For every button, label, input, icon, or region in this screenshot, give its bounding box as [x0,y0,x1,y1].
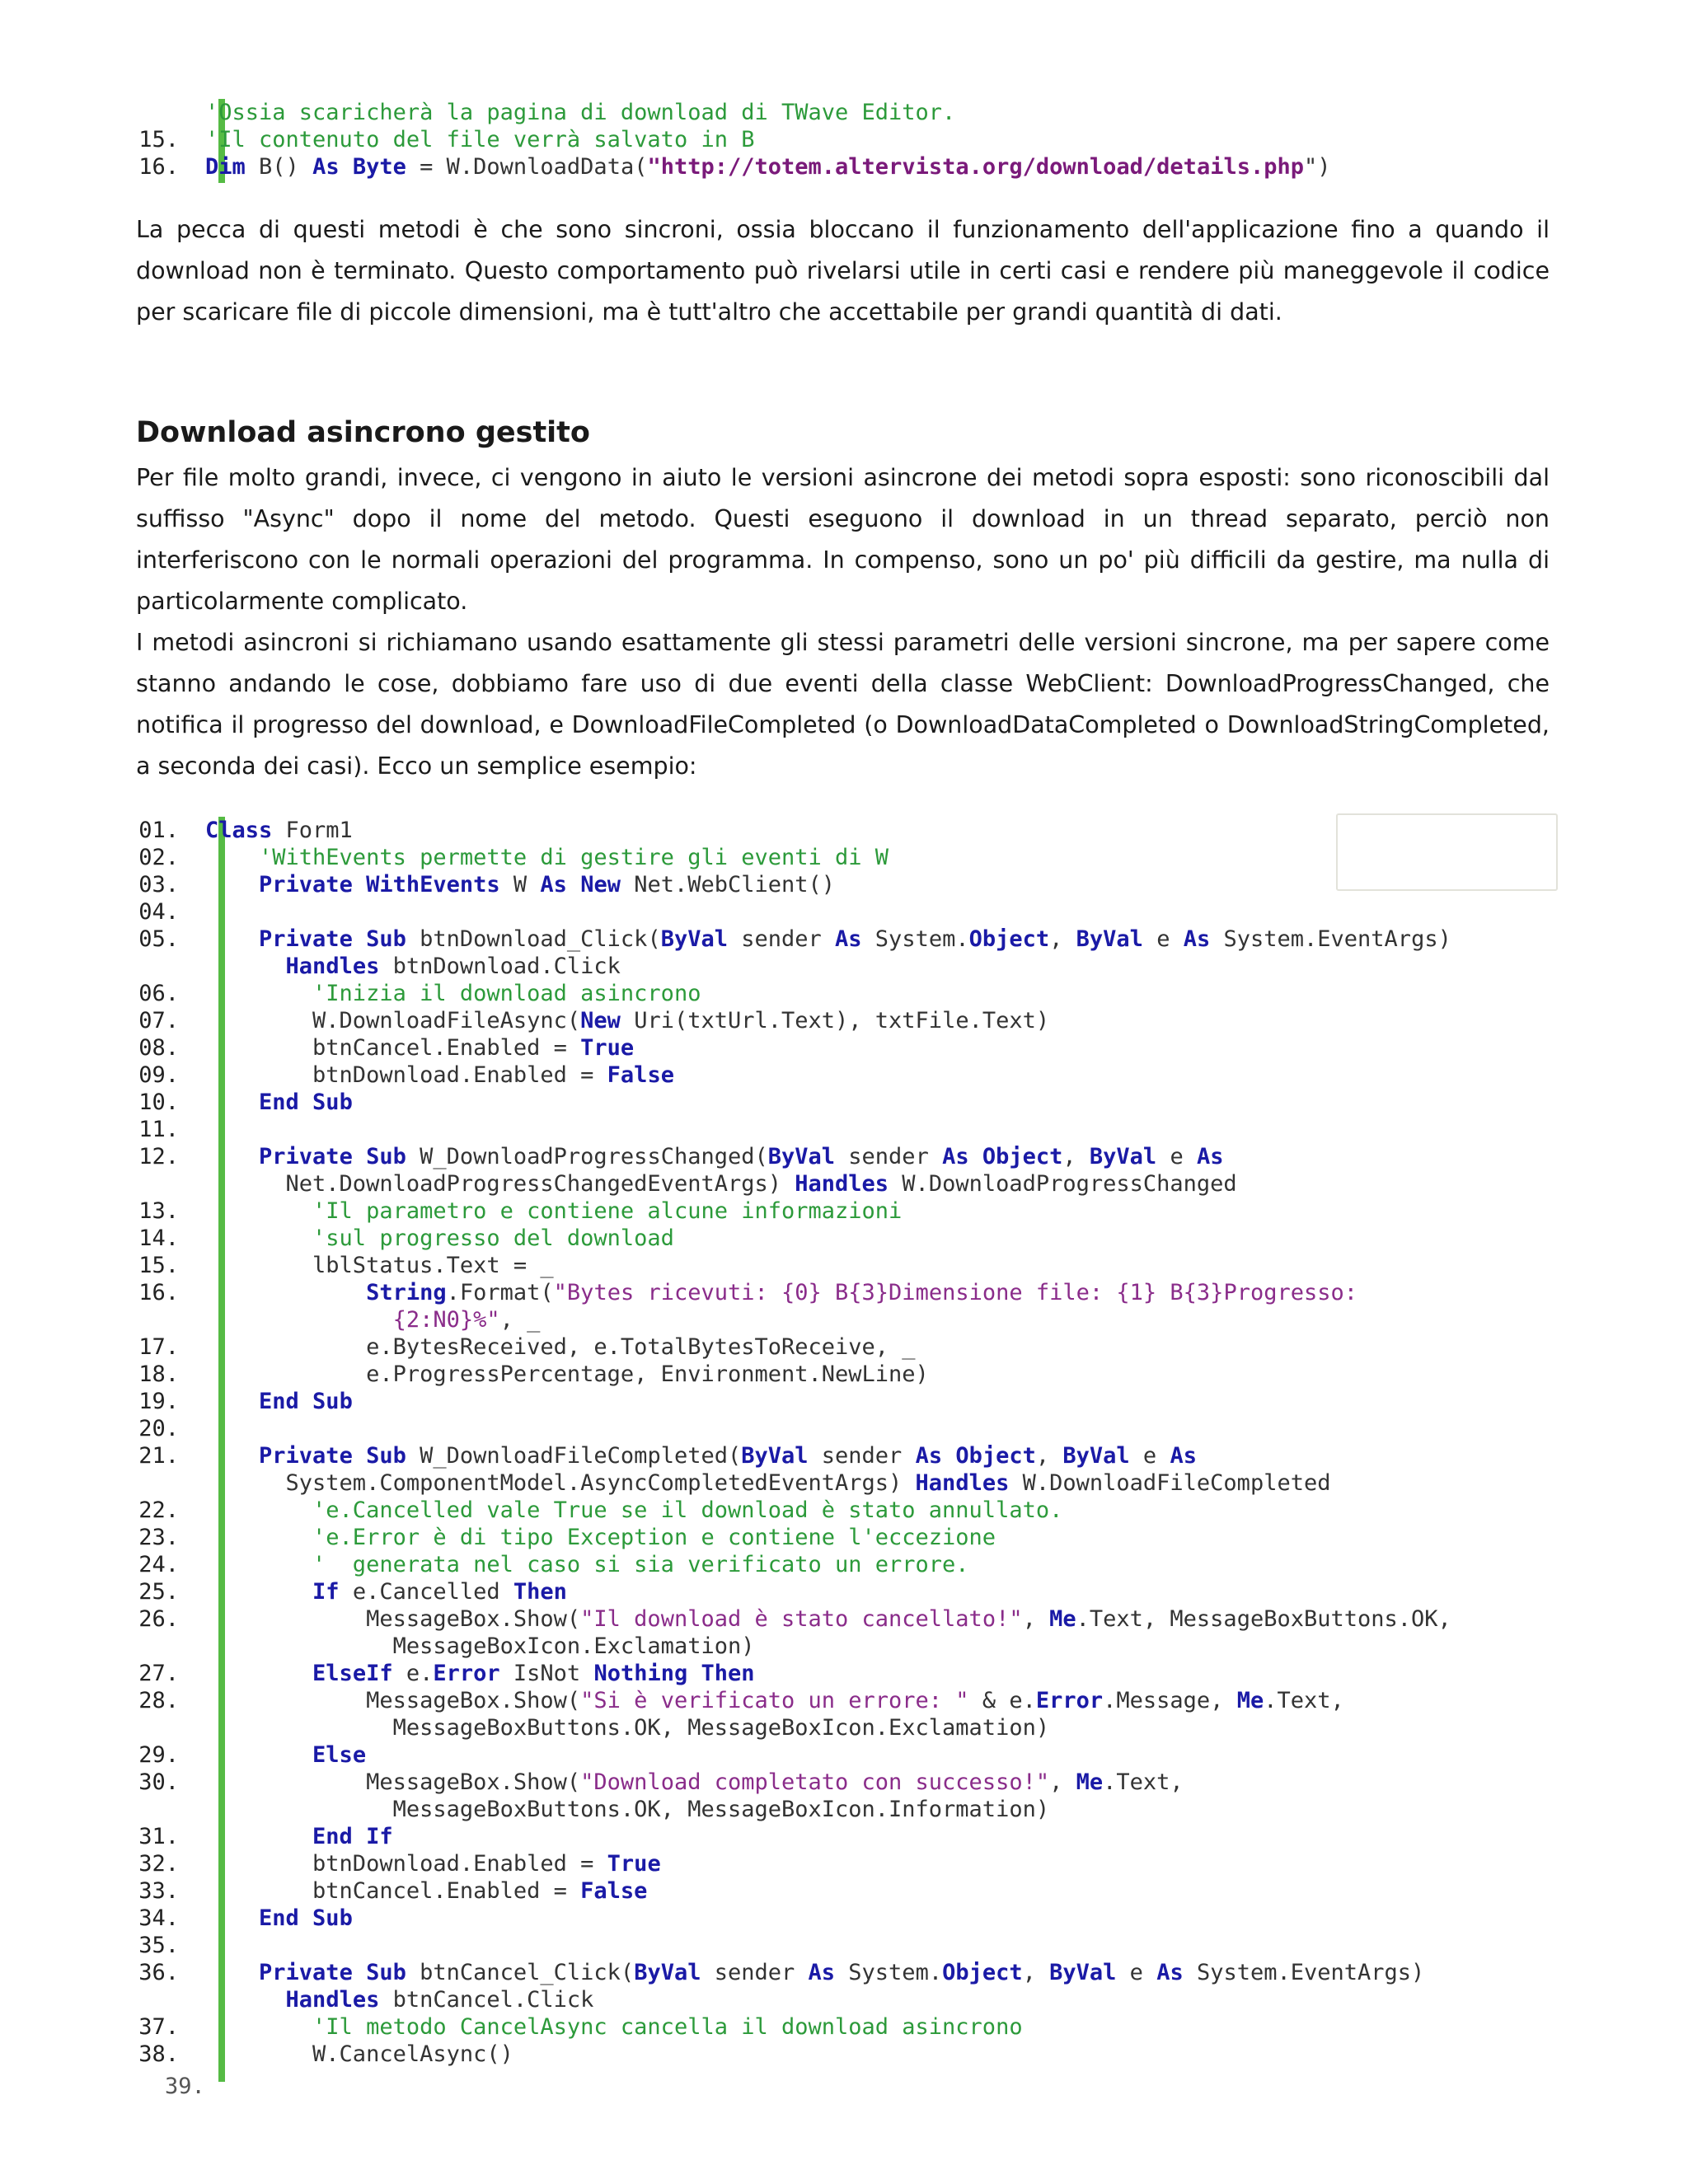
code-line [103,980,701,1007]
code-keyword: Object [968,926,1050,952]
code-line [103,871,836,898]
line-number: 19. [138,1389,179,1414]
line-number [103,99,179,126]
code-text [205,1633,754,1660]
code-text [205,1007,1049,1034]
line-number: 11. [138,1117,179,1142]
code-text [205,1225,674,1252]
code-string: "http://totem.altervista.org/download/details.php [647,154,1304,180]
code-text [205,1823,393,1850]
code-keyword: As New [540,872,621,898]
code-text [205,126,754,153]
code-token: btnCancel.Enabled = [205,1878,581,1904]
code-keyword: As Object [942,1144,1063,1169]
code-keyword: Handles [285,1987,380,2013]
code-line [103,1442,1197,1469]
code-line [103,898,179,926]
code-text [205,1170,1237,1197]
code-token [205,1960,259,1985]
code-keyword: Error [1035,1688,1104,1713]
code-token: sender [835,1144,943,1169]
code-text [205,1442,1197,1469]
code-text [205,1714,1049,1741]
section-heading: Download asincrono gestito [136,416,590,449]
code-token: e [1142,926,1184,952]
code-comment: 'e.Error è di tipo Exception e contiene l'eccezione [205,1525,996,1550]
code-string: {2:N0}%" [205,1307,500,1333]
code-text [205,2013,1023,2041]
paragraph-async-intro: Per file molto grandi, invece, ci vengono in aiuto le versioni asincrone dei metodi sopra esposti: sono riconoscibili dal suffisso "Async" dopo il nome del metodo. Questi eseguono il download in un thread separato, perciò non interferiscono con le normali operazioni del programma. In compenso, sono un po' più difficili da gestire, ma nulla di particolarmente complicato. [136,464,1550,615]
code-token: btnDownload.Enabled = [205,1851,607,1877]
code-token [205,1090,259,1115]
line-number: 33. [138,1878,179,1904]
code-token: e.BytesReceived, e.TotalBytesToReceive, _ [205,1334,916,1360]
code-text [205,1687,1344,1714]
code-token: sender [808,1443,916,1469]
code-token: IsNot [499,1661,594,1686]
code-keyword: Private Sub [259,1443,406,1469]
code-token: & e. [968,1688,1036,1713]
code-keyword: ByVal [660,926,728,952]
code-line [103,1361,929,1388]
code-text [205,153,1331,180]
code-line [103,1034,635,1062]
code-line [103,926,1451,953]
code-line [103,1551,969,1578]
line-number: 25. [138,1579,179,1605]
code-token: e [1156,1144,1197,1169]
code-token [205,1443,259,1469]
code-line [103,1850,661,1877]
code-token: ") [1303,154,1331,180]
code-keyword: Me [1076,1769,1104,1795]
code-token: e.Cancelled [339,1579,513,1605]
code-line [103,1143,1224,1170]
code-keyword: ByVal [767,1144,836,1169]
line-number: 13. [138,1198,179,1224]
code-token: , [1049,926,1076,952]
code-line [103,1932,179,1959]
code-line [103,1605,1451,1633]
line-number: 01. [138,818,179,843]
code-keyword: Else [312,1742,367,1768]
code-comment: 'Il metodo CancelAsync cancella il download asincrono [205,2014,1023,2040]
code-line [103,1333,916,1361]
line-number: 20. [138,1416,179,1441]
code-comment: 'WithEvents permette di gestire gli eventi di W [205,845,889,870]
code-token: W_DownloadProgressChanged( [406,1144,768,1169]
code-line [103,1197,903,1225]
code-text [205,1143,1223,1170]
code-text [205,1497,1062,1524]
code-token [205,1280,366,1305]
code-token: e [1116,1960,1157,1985]
code-keyword: If [312,1579,340,1605]
code-line [103,1905,353,1932]
code-keyword: Nothing Then [593,1661,755,1686]
code-line [103,1388,353,1415]
line-number [103,953,179,980]
code-token: .Text, MessageBoxButtons.OK, [1076,1606,1451,1632]
line-number: 32. [138,1851,179,1877]
code-keyword: End Sub [259,1905,353,1931]
code-line [103,1741,367,1769]
code-keyword: False [580,1878,648,1904]
code-token: e. [392,1661,434,1686]
code-comment: 'Il contenuto del file verrà salvato in B [205,127,755,152]
code-token: System. [861,926,969,952]
line-number: 17. [138,1334,179,1360]
code-keyword: ByVal [1049,1960,1117,1985]
code-token: e [1129,1443,1170,1469]
code-line [103,1279,1357,1306]
code-keyword: ByVal [1089,1144,1157,1169]
code-text [205,953,621,980]
code-token: btnDownload.Click [379,954,621,979]
code-text [205,844,889,871]
code-text [205,1361,929,1388]
code-token: sender [701,1960,809,1985]
code-text [205,871,835,898]
code-line [103,1796,1050,1823]
line-number [103,1796,179,1823]
code-keyword: As [1156,1960,1184,1985]
code-keyword: Me [1049,1606,1076,1632]
code-line [103,2041,513,2068]
code-lines [103,99,1331,180]
code-token [205,1579,312,1605]
line-number: 28. [138,1688,179,1713]
code-comment: 'Il parametro e contiene alcune informazioni [205,1198,903,1224]
line-number [103,1469,179,1497]
code-line [103,1714,1050,1741]
code-token: = W.DownloadData( [406,154,648,180]
code-token: W_DownloadFileCompleted( [406,1443,742,1469]
line-number: 22. [138,1497,179,1523]
code-token: , [1062,1144,1090,1169]
code-token [205,1987,286,2013]
code-text [205,1769,1184,1796]
line-number: 09. [138,1062,179,1088]
paragraph-async-events: I metodi asincroni si richiamano usando esattamente gli stessi parametri delle versioni sincrone, ma per sapere come stanno andando le cose, dobbiamo fare uso di due eventi della classe WebClient: DownloadProgressChanged, che notifica il progresso del download, e DownloadFileCompleted (o DownloadDataCompleted o DownloadStringCompleted, a seconda dei casi). Ecco un semplice esempio: [136,629,1550,780]
code-token: System.ComponentModel.AsyncCompletedEventArgs) [205,1470,916,1496]
code-token: , [1049,1769,1076,1795]
code-line [103,1877,648,1905]
code-token: B() [245,154,313,180]
code-token: W.DownloadFileAsync( [205,1008,581,1033]
code-keyword: True [607,1851,661,1877]
code-token: btnDownload_Click( [406,926,661,952]
code-token [205,1661,312,1686]
code-line [103,1986,594,2013]
line-number: 23. [138,1525,179,1550]
code-line [103,1687,1344,1714]
line-number: 14. [138,1226,179,1251]
line-number: 16. [138,154,179,180]
code-line [103,1823,393,1850]
code-keyword: As [835,926,862,952]
code-token [205,872,259,898]
code-keyword: End Sub [259,1090,353,1115]
line-number: 27. [138,1661,179,1686]
line-number: 36. [138,1960,179,1985]
line-number: 06. [138,981,179,1006]
code-text [205,980,701,1007]
code-keyword: String [366,1280,447,1305]
code-comment: 'sul progresso del download [205,1226,674,1251]
line-number [103,1986,179,2013]
code-keyword: As [1170,1443,1197,1469]
line-number: 18. [138,1361,179,1387]
code-text [205,1796,1049,1823]
code-text [205,1850,661,1877]
code-string: "Si è verificato un errore: " [580,1688,969,1713]
cutoff-line-number: 39. [165,2074,205,2099]
code-line [103,2013,1023,2041]
code-comment: 'Inizia il download asincrono [205,981,701,1006]
code-comment: ' generata nel caso si sia verificato un errore. [205,1552,969,1577]
code-line [103,126,755,153]
code-token: MessageBox.Show( [205,1769,581,1795]
line-number [103,1170,179,1197]
code-line [103,1062,674,1089]
code-token: btnCancel.Click [379,1987,594,2013]
code-text [205,2041,513,2068]
code-keyword: New [580,1008,621,1033]
code-text [205,1333,916,1361]
code-line [103,1469,1331,1497]
line-number: 29. [138,1742,179,1768]
code-keyword: End Sub [259,1389,353,1414]
code-token: .Text, [1103,1769,1184,1795]
code-keyword: As [1183,926,1211,952]
code-token: btnCancel.Enabled = [205,1035,581,1061]
code-token: , [1035,1443,1063,1469]
code-string: "Bytes ricevuti: {0} B{3}Dimensione file: {1} B{3}Progresso: [553,1280,1357,1305]
code-block-top [136,99,1554,183]
code-line [103,1089,353,1116]
line-number: 03. [138,872,179,898]
line-number: 12. [138,1144,179,1169]
line-number: 05. [138,926,179,952]
code-line [103,1959,1425,1986]
code-token: , [1022,1960,1050,1985]
code-line [103,953,621,980]
line-number: 30. [138,1769,179,1795]
line-number: 04. [138,899,179,925]
code-line [103,1170,1237,1197]
line-number [103,1714,179,1741]
code-token [205,1144,259,1169]
code-keyword: Private Sub [259,1144,406,1169]
code-token: MessageBox.Show( [205,1688,581,1713]
line-number: 26. [138,1606,179,1632]
code-token: MessageBoxButtons.OK, MessageBoxIcon.Information) [205,1797,1050,1822]
line-number [103,1633,179,1660]
line-number: 37. [138,2014,179,2040]
code-text [205,1524,996,1551]
code-text [205,1877,647,1905]
code-text [205,1959,1424,1986]
code-token: , _ [499,1307,541,1333]
code-keyword: Me [1236,1688,1264,1713]
code-comment: 'Ossia scaricherà la pagina di download di TWave Editor. [205,100,956,125]
code-line [103,1524,996,1551]
code-token [205,1824,312,1849]
line-number: 16. [138,1280,179,1305]
code-keyword: As [808,1960,836,1985]
code-token: MessageBoxIcon.Exclamation) [205,1633,755,1659]
code-keyword: Private Sub [259,1960,406,1985]
code-line [103,99,956,126]
code-text [205,1252,554,1279]
code-text [205,926,1451,953]
code-text [205,1741,366,1769]
code-keyword: ByVal [634,1960,701,1985]
code-token: W.DownloadProgressChanged [889,1171,1237,1197]
code-text [205,1388,353,1415]
code-token [205,954,286,979]
code-token: MessageBox.Show( [205,1606,581,1632]
code-keyword: Class [205,818,273,843]
code-token: .Text, [1264,1688,1344,1713]
code-keyword: As Object [915,1443,1036,1469]
code-line [103,1252,554,1279]
code-token: Uri(txtUrl.Text), txtFile.Text) [620,1008,1050,1033]
code-token: .Message, [1103,1688,1237,1713]
code-line [103,1306,541,1333]
code-line [103,153,1331,180]
line-number: 02. [138,845,179,870]
code-keyword: Error [433,1661,500,1686]
code-keyword: As [1196,1144,1224,1169]
line-number: 08. [138,1035,179,1061]
code-text [205,99,955,126]
code-keyword: As Byte [312,154,406,180]
code-line [103,1769,1184,1796]
code-text [205,1306,540,1333]
code-keyword: End If [312,1824,393,1849]
code-string: "Download completato con successo!" [580,1769,1050,1795]
code-text [205,1469,1330,1497]
code-token: e.ProgressPercentage, Environment.NewLine) [205,1361,929,1387]
code-token: Net.DownloadProgressChangedEventArgs) [205,1171,795,1197]
code-token: , [1022,1606,1050,1632]
code-keyword: Dim [205,154,246,180]
code-text [205,1279,1357,1306]
line-number: 21. [138,1443,179,1469]
code-token: Net.WebClient() [620,872,836,898]
code-token: System.EventArgs) [1183,1960,1425,1985]
line-number: 24. [138,1552,179,1577]
code-line [103,1660,755,1687]
code-text [205,1660,755,1687]
code-text [205,1062,674,1089]
code-token [205,926,259,952]
line-number: 35. [138,1933,179,1958]
code-token: W.DownloadFileCompleted [1009,1470,1331,1496]
code-keyword: Private Sub [259,926,406,952]
code-keyword: True [580,1035,635,1061]
code-text [205,817,353,844]
code-line [103,844,889,871]
code-token: sender [727,926,836,952]
code-line [103,1578,567,1605]
code-line [103,1497,1063,1524]
code-keyword: False [607,1062,674,1088]
code-text [205,1986,593,2013]
code-keyword: ByVal [741,1443,809,1469]
code-text [205,1089,353,1116]
code-token: W.CancelAsync() [205,2041,513,2067]
code-keyword: Object [942,1960,1023,1985]
code-keyword: ByVal [1076,926,1143,952]
code-line [103,1007,1050,1034]
code-token [205,1742,312,1768]
code-token: btnDownload.Enabled = [205,1062,607,1088]
code-text [205,1905,353,1932]
code-token [205,1389,259,1414]
code-line [103,1633,755,1660]
code-token: Form1 [272,818,353,843]
code-lines [103,817,1451,2068]
line-number: 31. [138,1824,179,1849]
code-line [103,1415,179,1442]
code-token: btnCancel_Click( [406,1960,635,1985]
code-keyword: Then [513,1579,567,1605]
line-number: 38. [138,2041,179,2067]
code-token: lblStatus.Text = _ [205,1253,554,1278]
code-token [205,1905,259,1931]
code-text [205,1578,567,1605]
code-line [103,1225,674,1252]
code-keyword: Handles [285,954,380,979]
code-token: W [499,872,541,898]
code-string: "Il download è stato cancellato!" [580,1606,1023,1632]
code-keyword: ElseIf [312,1661,393,1686]
code-keyword: ByVal [1062,1443,1130,1469]
code-keyword: Handles [915,1470,1010,1496]
line-number: 07. [138,1008,179,1033]
code-token: System.EventArgs) [1210,926,1451,952]
code-token: System. [835,1960,943,1985]
code-keyword: Handles [795,1171,889,1197]
line-number: 34. [138,1905,179,1931]
code-token: .Format( [446,1280,554,1305]
code-text [205,1197,902,1225]
line-number: 15. [138,1253,179,1278]
code-token: MessageBoxButtons.OK, MessageBoxIcon.Exclamation) [205,1715,1050,1741]
code-keyword: Private WithEvents [259,872,500,898]
code-comment: 'e.Cancelled vale True se il download è stato annullato. [205,1497,1063,1523]
code-text [205,1605,1451,1633]
line-number: 15. [138,127,179,152]
code-line [103,1116,179,1143]
code-line [103,817,353,844]
line-number [103,1306,179,1333]
code-text [205,1551,969,1578]
paragraph-sync-drawback: La pecca di questi metodi è che sono sincroni, ossia bloccano il funzionamento dell'applicazione fino a quando il download non è terminato. Questo comportamento può rivelarsi utile in certi casi e rendere più maneggevole il codice per scaricare file di piccole dimensioni, ma è tutt'altro che accettabile per grandi quantità di dati. [136,216,1550,326]
line-number: 10. [138,1090,179,1115]
code-text [205,1034,634,1062]
